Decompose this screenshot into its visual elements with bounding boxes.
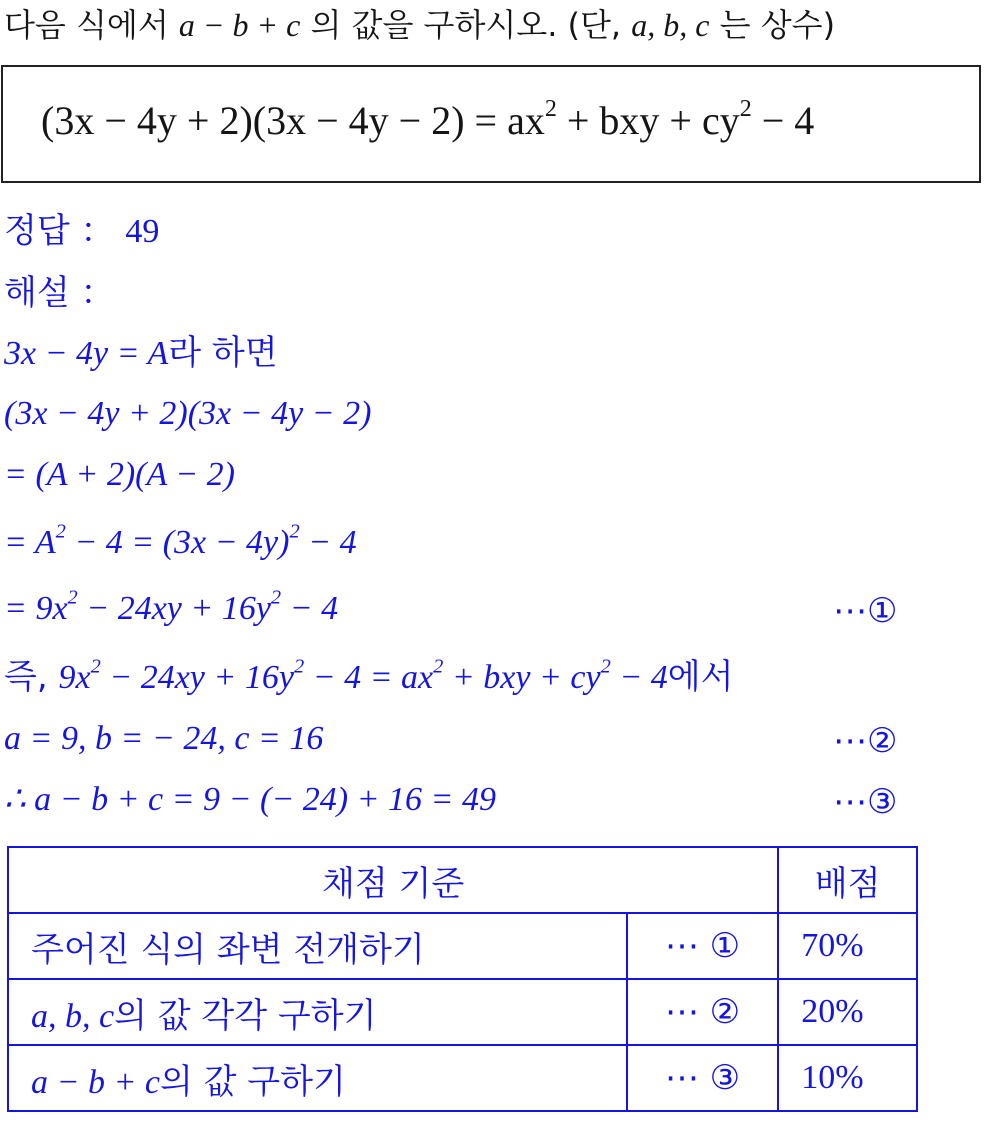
answer-line: 정답 ： 49 [4,211,160,251]
grading-table [7,846,918,1112]
row-points: 20% [778,979,917,1045]
table-row [8,1045,917,1111]
solution-step-8: ∴ a − b + c = 9 − (− 24) + 16 = 49 [4,781,496,818]
row-points: 10% [778,1045,917,1111]
solution-label: 해설 ： [4,273,115,313]
solution-step-3: = (A + 2)(A − 2) [4,456,235,493]
solution-step-4: = $A^2 - 4 = (3x - 4y)^2 - 4$ [4,520,357,561]
question-text: 다음 식에서 a − b + c 의 값을 구하시오. (단, a, b, c 는 상수) [4,6,836,44]
row-mark: ⋯ ① [627,913,779,979]
solution-step-7: a = 9, b = − 24, c = 16 [4,720,324,757]
header-criteria: 채점 기준 [8,847,778,913]
row-criteria: a − b + c의 값 구하기 [8,1045,627,1111]
header-points: 배점 [778,847,917,913]
row-mark: ⋯ ② [627,979,779,1045]
table-row [8,979,917,1045]
solution-step-2: (3x − 4y + 2)(3x − 4y − 2) [4,395,372,432]
solution-step-1: 3x − 4y = A라 하면 [4,333,278,373]
equation-box [1,65,981,183]
answer-value: 49 [125,213,160,250]
question-vars: a, b, c [631,7,710,43]
marker-3: ⋯③ [833,782,898,822]
given-equation: $(3x - 4y + 2)(3x - 4y - 2) = ax^2$ + bxy + $cy^2 - 4$ [41,96,815,143]
marker-1: ⋯① [833,591,898,631]
marker-2: ⋯② [833,721,898,761]
question-expr: a − b + c [178,7,301,43]
table-header-row [8,847,917,913]
solution-step-5: = $9x^2 - 24xy + 16y^2 - 4$ [4,586,339,627]
row-criteria: 주어진 식의 좌변 전개하기 [8,913,627,979]
table-row [8,913,917,979]
row-criteria: a, b, c의 값 각각 구하기 [8,979,627,1045]
solution-step-6: 즉, $9x^2 - 24xy + 16y^2 - 4 = ax^2$ + bxy + $cy^2 - 4$에서 [4,655,734,697]
row-mark: ⋯ ③ [627,1045,779,1111]
row-points: 70% [778,913,917,979]
